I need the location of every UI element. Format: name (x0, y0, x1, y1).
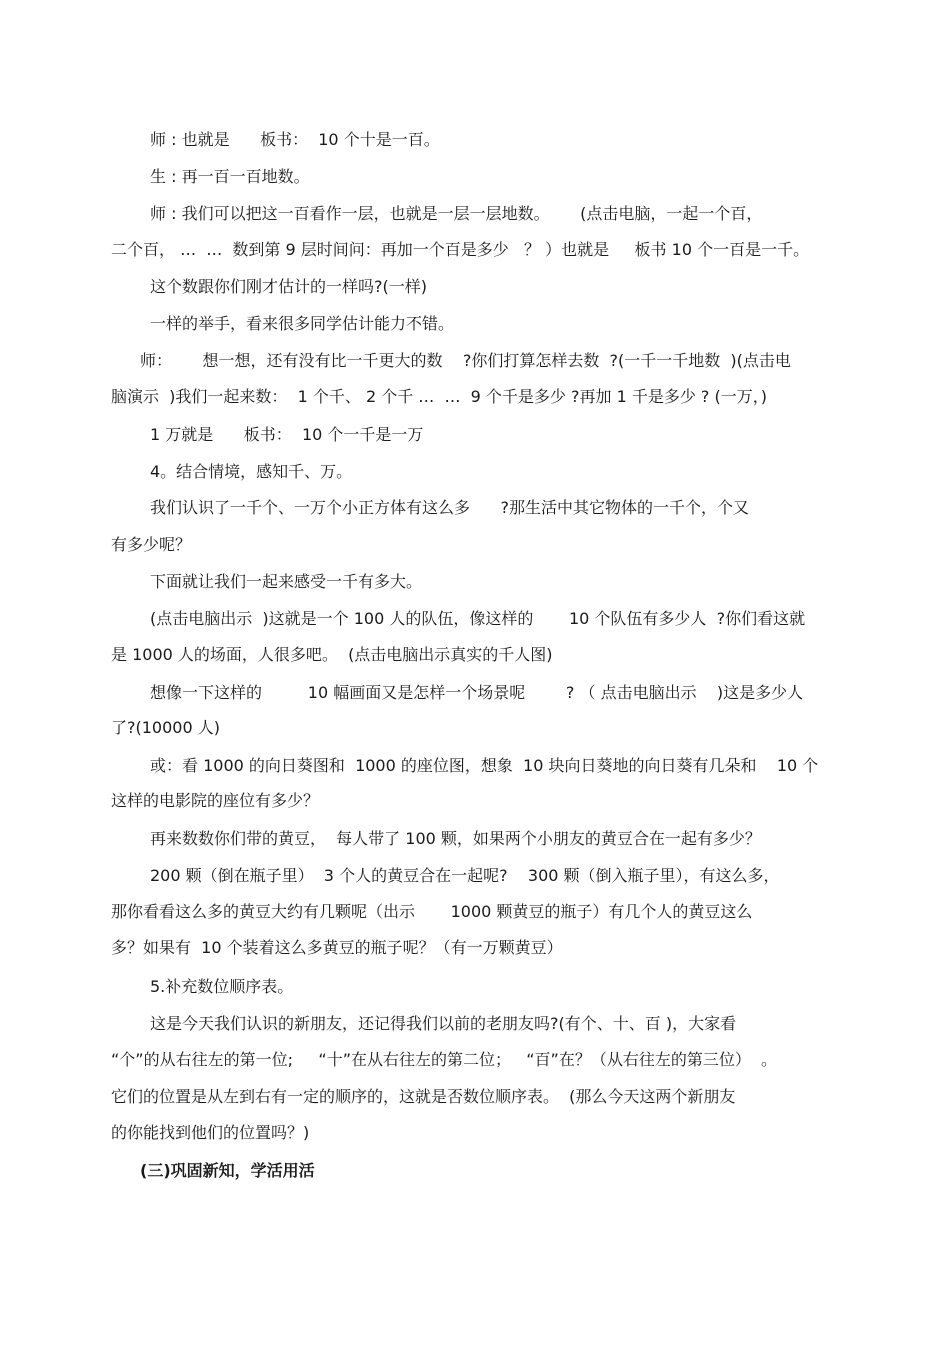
text-line: 脑演示 )我们一起来数： 1 个千、 2 个千 … … 9 个千是多少 ?再加 1 千是多少 ? (一万，) (111, 387, 767, 406)
text-line: 了?(10000 人) (111, 718, 220, 737)
section-heading: 4。结合情境，感知千、万。 (150, 462, 353, 481)
text-line: 它们的位置是从左到右有一定的顺序的，这就是否数位顺序表。 (那么今天这两个新朋友 (111, 1087, 736, 1106)
text-line: 这个数跟你们刚才估计的一样吗?(一样) (150, 277, 427, 296)
text-line: 多？如果有 10 个装着这么多黄豆的瓶子呢？（有一万颗黄豆） (111, 938, 563, 957)
text-line: 下面就让我们一起来感受一千有多大。 (150, 572, 423, 591)
text-line: 是 1000 人的场面，人很多吧。 (点击电脑出示真实的千人图) (111, 645, 553, 664)
text-line: 师 : 也就是 板书： 10 个十是一百。 (150, 130, 440, 149)
text-line: 师 : 我们可以把这一百看作一层，也就是一层一层地数。 (点击电脑，一起一个百， (150, 204, 763, 223)
text-line: 想像一下这样的 10 幅画面又是怎样一个场景呢 ? （ 点击电脑出示 )这是多少人 (150, 683, 804, 702)
text-line: 我们认识了一千个、一万个小正方体有这么多 ?那生活中其它物体的一千个，个又 (150, 498, 750, 517)
text-line: 那你看看这么多的黄豆大约有几颗呢（出示 1000 颗黄豆的瓶子）有几个人的黄豆这么 (111, 902, 753, 921)
text-line: 有多少呢？ (111, 535, 192, 554)
text-line: 这是今天我们认识的新朋友，还记得我们以前的老朋友吗?(有个、十、百 )，大家看 (150, 1014, 737, 1033)
text-line: (点击电脑出示 )这就是一个 100 人的队伍，像这样的 10 个队伍有多少人 ?你们看这就 (150, 609, 806, 628)
text-line: 200 颗（倒在瓶子里） 3 个人的黄豆合在一起呢? 300 颗（倒入瓶子里），有这么多， (150, 866, 780, 885)
text-line: 的你能找到他们的位置吗？) (111, 1123, 310, 1142)
section-heading: (三)巩固新知，学活用活 (140, 1161, 315, 1180)
section-heading: 5.补充数位顺序表。 (150, 977, 294, 996)
text-line: 二个百， … … 数到第 9 层时间问：再加一个百是多少 ？ ）也就是 板书 10 个一百是一千。 (111, 240, 810, 259)
text-line: 1 万就是 板书： 10 个一千是一万 (150, 425, 424, 444)
text-line: 或：看 1000 的向日葵图和 1000 的座位图，想象 10 块向日葵地的向日葵有几朵和 10 个 (150, 756, 819, 775)
text-line: 再来数数你们带的黄豆， 每人带了 100 颗，如果两个小朋友的黄豆合在一起有多少？ (150, 829, 761, 848)
text-line: 师： 想一想，还有没有比一千更大的数 ?你们打算怎样去数 ?(一千一千地数 )(点击电 (140, 351, 791, 370)
text-line: “个”的从右往左的第一位; “十”在从右往左的第二位； “百”在？（从右往左的第三位） 。 (111, 1050, 777, 1069)
text-line: 一样的举手，看来很多同学估计能力不错。 (150, 314, 455, 333)
text-line: 生 : 再一百一百地数。 (150, 167, 310, 186)
text-line: 这样的电影院的座位有多少？ (111, 791, 320, 810)
